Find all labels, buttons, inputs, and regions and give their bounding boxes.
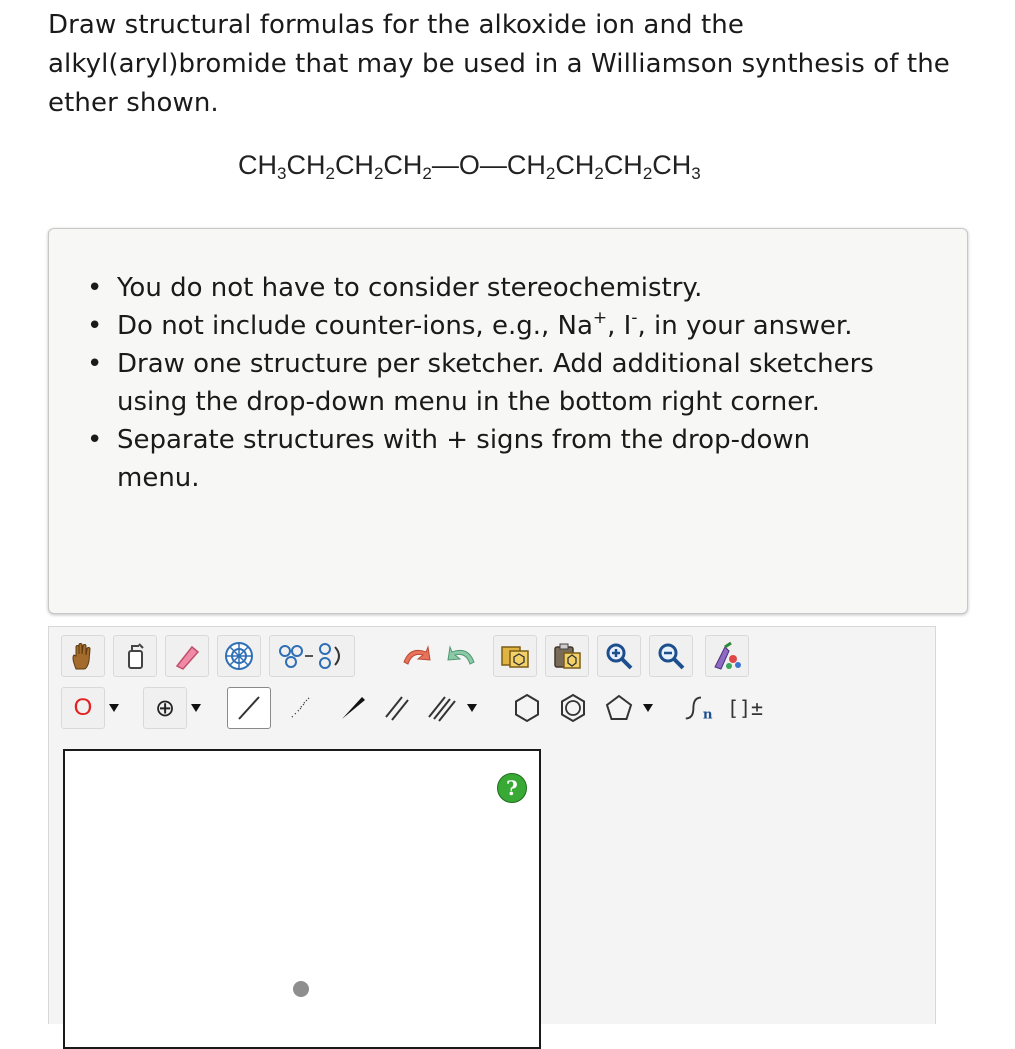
cyclohexane-icon [511,692,543,724]
move-icon[interactable] [61,635,105,677]
double-bond-button[interactable] [375,687,419,729]
instructions-list [87,269,897,497]
svg-text:n: n [702,707,713,723]
chevron-down-icon[interactable] [465,687,479,729]
instructions-box [48,228,968,614]
chevron-down-icon[interactable] [189,687,203,729]
sketcher-toolbar-top [61,635,921,679]
bracket-label: []± [726,696,764,720]
wedge-bond-icon [338,693,368,723]
clean-structure-icon[interactable] [705,635,749,677]
bracket-charge-button[interactable] [723,687,767,729]
ether-formula: $CH_3CH_2CH_2CH_2—O—CH_2CH_2CH_2CH_3$ [238,150,701,183]
cyclopentane-icon [603,692,635,724]
cyclopentane-button[interactable] [597,687,641,729]
instruction-item: • Separate structures with + signs from the drop-down menu. [117,421,897,497]
atom-label: O [73,694,93,721]
bullet-icon: • [87,349,103,379]
undo-icon[interactable] [393,635,437,677]
chevron-down-icon[interactable] [107,687,121,729]
bullet-icon: • [87,311,103,341]
copy-icon[interactable] [493,635,537,677]
hashed-bond-icon [286,693,316,723]
sgroup-button[interactable] [681,687,721,729]
drawing-canvas[interactable] [63,749,541,1049]
instruction-item: • Draw one structure per sketcher. Add additional sketchers using the drop-down menu in the bottom right corner. [117,345,897,421]
double-bond-icon [382,693,412,723]
structure-sketcher [48,626,936,1024]
canvas-center-dot [293,981,309,997]
zoom-out-icon[interactable] [649,635,693,677]
triple-bond-icon [426,693,456,723]
charge-button[interactable] [143,687,187,729]
help-button[interactable]: ? [497,773,527,803]
benzene-button[interactable] [551,687,595,729]
question-text: Draw structural formulas for the alkoxide ion and the alkyl(aryl)bromide that may be used in a Williamson synthesis of the ether shown. [48,10,950,118]
atom-selector-button[interactable] [61,687,105,729]
instruction-item: • You do not have to consider stereochemistry. [117,269,897,307]
single-bond-button[interactable] [227,687,271,729]
charge-label: ⊕ [154,694,176,722]
group-ungroup-icon[interactable] [269,635,355,677]
sgroup-icon [682,693,720,723]
single-bond-icon [234,693,264,723]
template-ring-icon[interactable] [217,635,261,677]
erase-icon[interactable] [113,635,157,677]
cyclohexane-button[interactable] [505,687,549,729]
counter-ion-instruction: Do not include counter-ions, e.g., Na+, I-, in your answer. [117,308,853,341]
bullet-icon: • [87,425,103,455]
chevron-down-icon[interactable] [641,687,655,729]
wedge-bond-button[interactable] [331,687,375,729]
eraser-pen-icon[interactable] [165,635,209,677]
benzene-icon [557,692,589,724]
sketcher-toolbar-bottom [61,687,921,731]
instruction-item [87,307,897,345]
triple-bond-button[interactable] [419,687,463,729]
redo-icon[interactable] [441,635,485,677]
zoom-in-icon[interactable] [597,635,641,677]
paste-icon[interactable] [545,635,589,677]
hashed-bond-button[interactable] [279,687,323,729]
bullet-icon: • [87,273,103,303]
